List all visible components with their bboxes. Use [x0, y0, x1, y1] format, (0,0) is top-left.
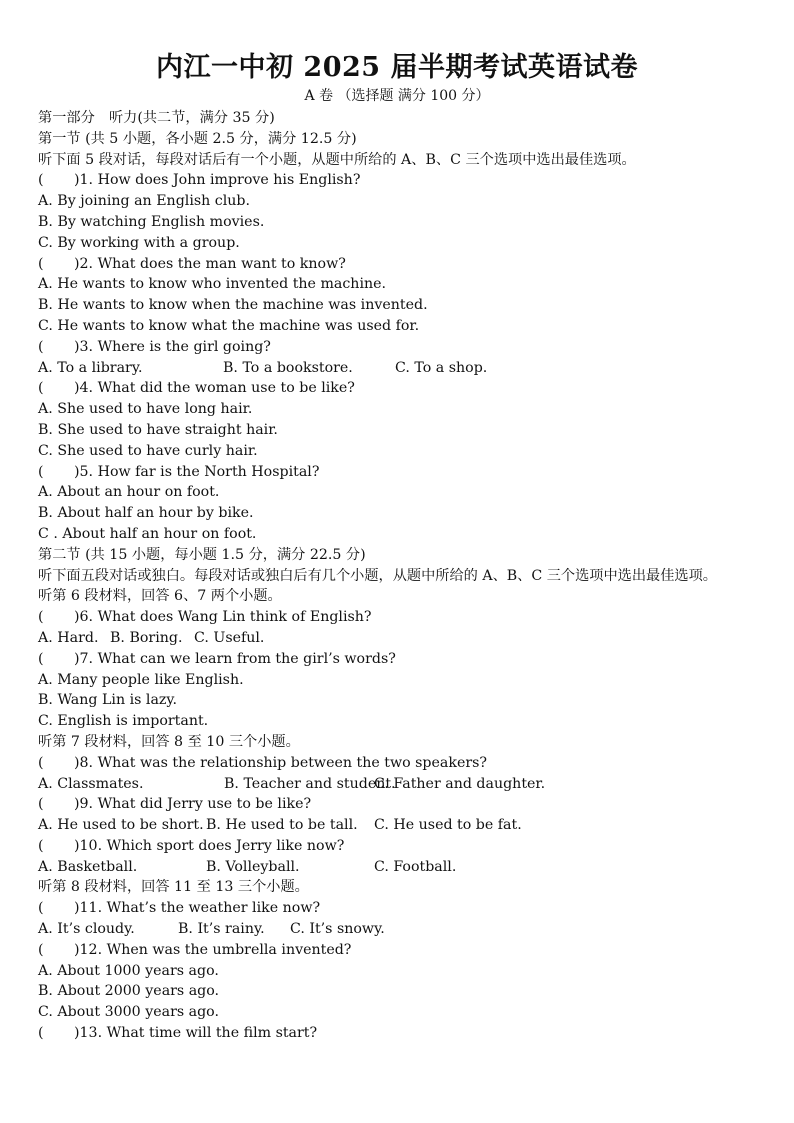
option-a: A. About an hour on foot.: [38, 484, 220, 501]
option-b: B. Volleyball.: [206, 858, 300, 875]
question-2: [38, 254, 760, 275]
question-text: )12. When was the umbrella invented?: [74, 941, 352, 958]
options-row: [38, 628, 760, 649]
answer-blank: (: [38, 380, 44, 397]
option-a: A. Many people like English.: [38, 671, 244, 688]
answer-blank: (: [38, 837, 44, 854]
option-a: A. Hard.: [38, 629, 99, 646]
option-a: A. He used to be short.: [38, 817, 204, 834]
question-3: [38, 337, 760, 358]
option-b: B. About 2000 years ago.: [38, 983, 220, 1000]
question-4: [38, 378, 760, 399]
question-text: )2. What does the man want to know?: [74, 255, 346, 272]
part1-heading: 第一部分 听力(共二节，满分 35 分): [38, 110, 275, 126]
question-text: )10. Which sport does Jerry like now?: [74, 837, 345, 854]
options-row: [38, 774, 760, 795]
option-a: A. It’s cloudy.: [38, 921, 135, 938]
material-8-note: 听第 8 段材料，回答 11 至 13 三个小题。: [38, 879, 309, 896]
option-a: A. About 1000 years ago.: [38, 962, 219, 979]
option-b: B. It’s rainy.: [178, 921, 265, 938]
question-text: )1. How does John improve his English?: [74, 172, 361, 189]
answer-blank: (: [38, 754, 44, 771]
answer-blank: (: [38, 650, 44, 667]
option-a: A. To a library.: [38, 359, 143, 376]
exam-subtitle: A 卷 （选择题 满分 100 分）: [304, 88, 490, 104]
question-10: [38, 836, 760, 857]
option-c: C. Useful.: [194, 629, 265, 646]
question-7: [38, 649, 760, 670]
material-7-note: 听第 7 段材料，回答 8 至 10 三个小题。: [38, 733, 300, 750]
question-text: )13. What time will the film start?: [74, 1025, 318, 1042]
question-11: [38, 898, 760, 919]
option-a: A. Basketball.: [38, 858, 138, 875]
option-c: C. By working with a group.: [38, 234, 240, 251]
option-b: B. Boring.: [110, 629, 183, 646]
question-text: )5. How far is the North Hospital?: [74, 463, 320, 480]
option-b: B. To a bookstore.: [223, 359, 353, 376]
option-a: A. Classmates.: [38, 775, 144, 792]
option-b: B. By watching English movies.: [38, 213, 265, 230]
answer-blank: (: [38, 941, 44, 958]
option-b: B. She used to have straight hair.: [38, 421, 278, 438]
option-c: C. English is important.: [38, 713, 209, 730]
option-c: C. She used to have curly hair.: [38, 442, 258, 459]
option-c: C. To a shop.: [395, 359, 488, 376]
option-b: B. Teacher and student.: [224, 775, 396, 792]
option-c: C. He wants to know what the machine was used for.: [38, 317, 420, 334]
question-text: )8. What was the relationship between the two speakers?: [74, 754, 488, 771]
question-text: )4. What did the woman use to be like?: [74, 380, 355, 397]
option-a: A. She used to have long hair.: [38, 401, 253, 418]
answer-blank: (: [38, 172, 44, 189]
question-6: [38, 607, 760, 628]
option-a: A. By joining an English club.: [38, 193, 250, 210]
question-text: )7. What can we learn from the girl’s words?: [74, 650, 396, 667]
option-c: C. Father and daughter.: [374, 775, 546, 792]
answer-blank: (: [38, 463, 44, 480]
option-c: C . About half an hour on foot.: [38, 525, 257, 542]
option-b: B. About half an hour by bike.: [38, 505, 254, 522]
option-c: C. It’s snowy.: [290, 921, 385, 938]
answer-blank: (: [38, 609, 44, 626]
question-13: [38, 1023, 760, 1044]
question-text: )11. What’s the weather like now?: [74, 900, 321, 917]
options-row: [38, 857, 760, 878]
options-row: [38, 815, 760, 836]
question-text: )3. Where is the girl going?: [74, 338, 271, 355]
section1-heading: 第一节 (共 5 小题，各小题 2.5 分，满分 12.5 分): [38, 130, 357, 147]
question-9: [38, 794, 760, 815]
section2-heading: 第二节 (共 15 小题，每小题 1.5 分，满分 22.5 分): [38, 546, 366, 563]
option-b: B. He wants to know when the machine was invented.: [38, 297, 428, 314]
question-12: [38, 940, 760, 961]
question-8: [38, 753, 760, 774]
options-row: [38, 919, 760, 940]
option-b: B. He used to be tall.: [206, 817, 358, 834]
question-text: )9. What did Jerry use to be like?: [74, 796, 312, 813]
option-b: B. Wang Lin is lazy.: [38, 692, 178, 709]
section1-instruction: 听下面 5 段对话，每段对话后有一个小题，从题中所给的 A、B、C 三个选项中选出最佳选项。: [38, 151, 636, 168]
option-c: C. He used to be fat.: [374, 817, 522, 834]
answer-blank: (: [38, 255, 44, 272]
question-1: [38, 170, 760, 191]
section2-instruction: 听下面五段对话或独白。每段对话或独白后有几个小题，从题中所给的 A、B、C 三个选项中选出最佳选项。: [38, 567, 717, 584]
option-c: C. Football.: [374, 858, 457, 875]
exam-content: [38, 108, 760, 1044]
question-5: [38, 462, 760, 483]
answer-blank: (: [38, 1025, 44, 1042]
options-row: [38, 358, 760, 379]
option-c: C. About 3000 years ago.: [38, 1004, 219, 1021]
exam-title: 内江一中初 2025 届半期考试英语试卷: [156, 52, 638, 83]
option-a: A. He wants to know who invented the machine.: [38, 276, 387, 293]
material-6-note: 听第 6 段材料，回答 6、7 两个小题。: [38, 588, 282, 605]
answer-blank: (: [38, 900, 44, 917]
answer-blank: (: [38, 338, 44, 355]
question-text: )6. What does Wang Lin think of English?: [74, 609, 372, 626]
answer-blank: (: [38, 796, 44, 813]
